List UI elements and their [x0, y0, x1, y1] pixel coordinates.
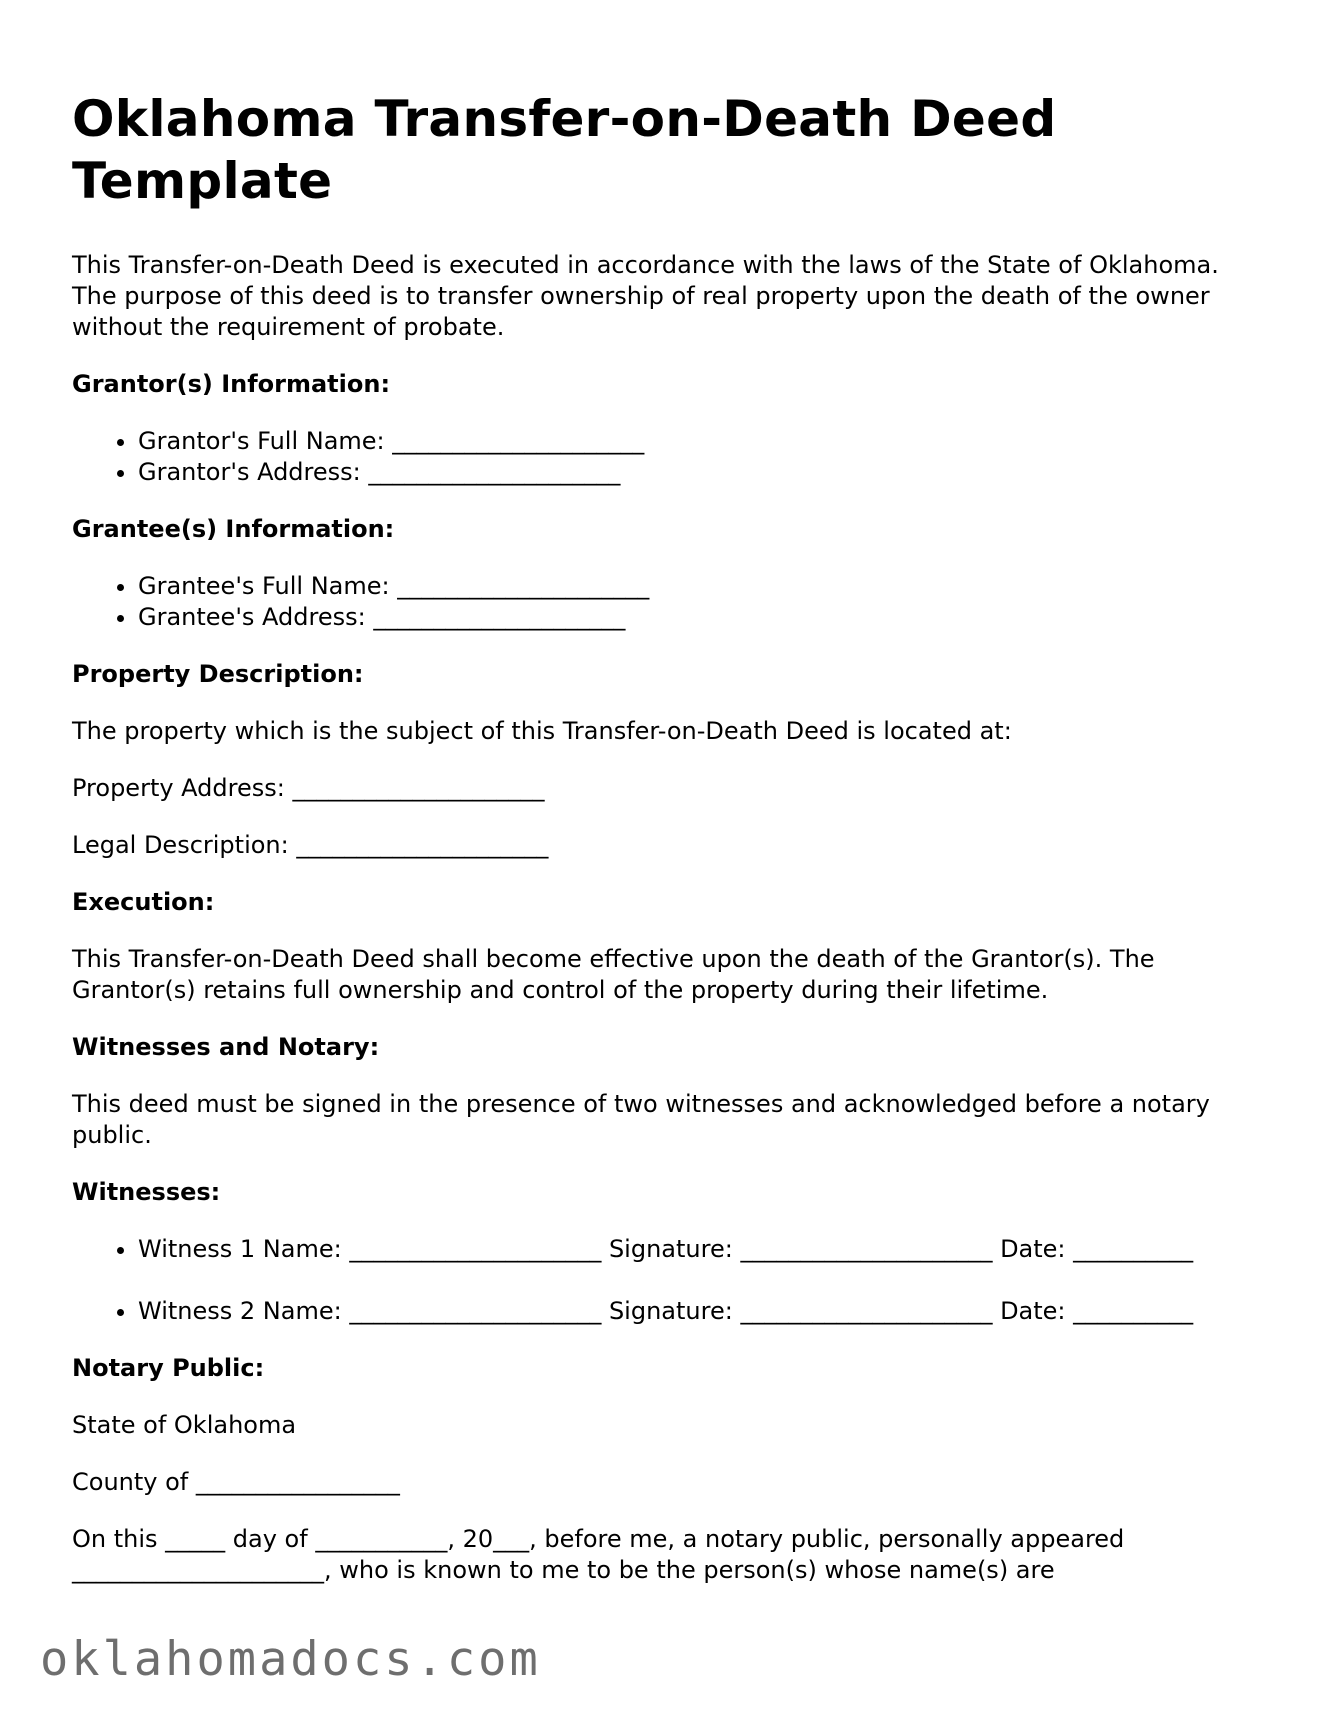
- document-title: Oklahoma Transfer-on-Death Deed Template: [72, 90, 1057, 210]
- execution-text: This Transfer-on-Death Deed shall become effective upon the death of the Grantor(s). The Grantor(s) retains full ownership and control of the property during their lifetime.: [72, 945, 1155, 1004]
- witnesses-notary-text: This deed must be signed in the presence of two witnesses and acknowledged before a notary public.: [72, 1090, 1210, 1149]
- witnesses-heading: Witnesses:: [72, 1178, 221, 1206]
- grantor-list: [72, 426, 1262, 488]
- property-heading: Property Description:: [72, 660, 364, 688]
- grantor-address-field: • Grantor's Address: _____________________: [138, 457, 1262, 488]
- witnesses-notary-heading: Witnesses and Notary:: [72, 1033, 380, 1061]
- witness-1-field: • Witness 1 Name: _____________________ Signature: _____________________ Date: __________: [138, 1234, 1262, 1265]
- notary-state: State of Oklahoma: [72, 1411, 297, 1439]
- witness-2-field: • Witness 2 Name: _____________________ Signature: _____________________ Date: __________: [138, 1296, 1262, 1327]
- notary-heading: Notary Public:: [72, 1354, 265, 1382]
- site-watermark: oklahomadocs.com: [40, 1632, 541, 1687]
- grantee-list: [72, 571, 1262, 633]
- legal-description-field: Legal Description: _____________________: [72, 831, 549, 859]
- grantor-heading: Grantor(s) Information:: [72, 370, 391, 398]
- property-intro: The property which is the subject of this Transfer-on-Death Deed is located at:: [72, 717, 1012, 745]
- grantee-name-field: • Grantee's Full Name: _____________________: [138, 571, 1262, 602]
- witnesses-list: [72, 1234, 1262, 1327]
- intro-paragraph: This Transfer-on-Death Deed is executed in accordance with the laws of the State of Oklahoma. The purpose of this deed is to transfer ownership of real property upon the death of the owner without the requirement of probate.: [72, 251, 1219, 341]
- property-address-field: Property Address: _____________________: [72, 774, 545, 802]
- document-page: [72, 88, 1262, 1612]
- notary-county-field: County of _________________: [72, 1468, 400, 1496]
- grantee-address-field: • Grantee's Address: _____________________: [138, 602, 1262, 633]
- grantee-heading: Grantee(s) Information:: [72, 515, 395, 543]
- grantor-name-field: • Grantor's Full Name: _____________________: [138, 426, 1262, 457]
- execution-heading: Execution:: [72, 888, 215, 916]
- notary-acknowledgment: On this _____ day of ___________, 20___, before me, a notary public, personally appeared _____________________, who is known to me to be the person(s) whose name(s) are: [72, 1525, 1125, 1584]
